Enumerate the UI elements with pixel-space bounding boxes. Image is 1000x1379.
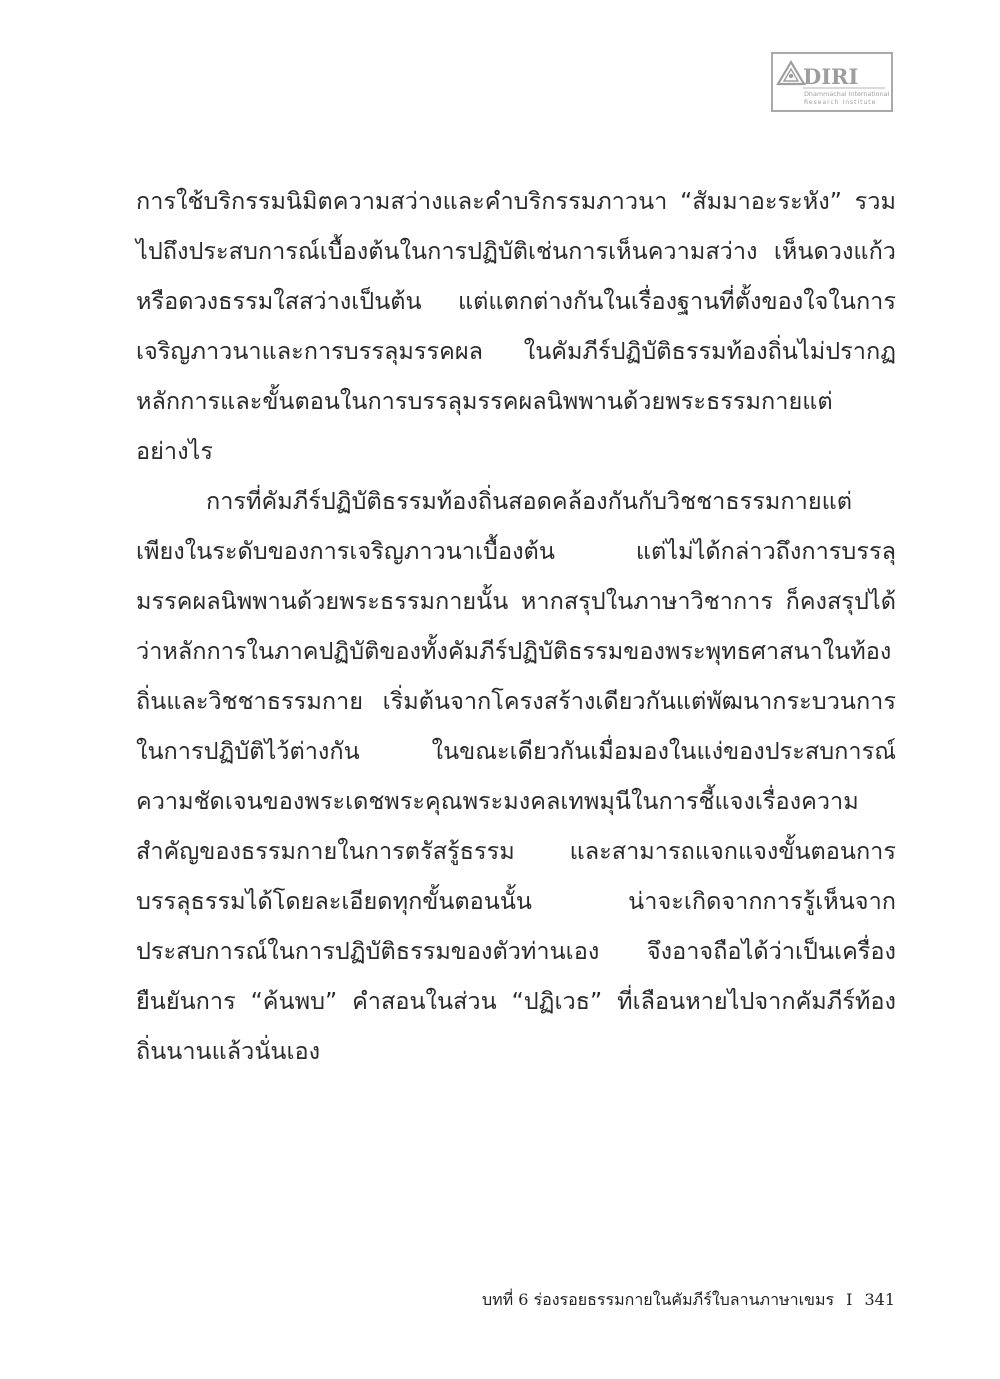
paragraph-1: การใช้บริกรรมนิมิตความสว่างและคำบริกรรมภาวนา “สัมมาอะระหัง” รวมไปถึงประสบการณ์เบื้องต้นในการปฏิบัติเช่นการเห็นความสว่าง เห็นดวงแก้วหรือดวงธรรมใสสว่างเป็นต้น แต่แตกต่างกันในเรื่องฐานที่ตั้งของใจในการเจริญภาวนาและการบรรลุมรรคผล ในคัมภีร์ปฏิบัติธรรมท้องถิ่นไม่ปรากฏหลักการและขั้นตอนในการบรรลุมรรคผลนิพพานด้วยพระธรรมกายแต่อย่างไร <box>136 187 896 465</box>
diri-logo-graphic <box>773 54 891 110</box>
triangle-emblem-icon <box>778 62 804 84</box>
logo-line-2: Research Institute <box>804 99 877 106</box>
paragraph-2: การที่คัมภีร์ปฏิบัติธรรมท้องถิ่นสอดคล้องกันกับวิชชาธรรมกายแต่เพียงในระดับของการเจริญภาวนาเบื้องต้น แต่ไม่ได้กล่าวถึงการบรรลุมรรคผลนิพพานด้วยพระธรรมกายนั้น หากสรุปในภาษาวิชาการ ก็คงสรุปได้ว่าหลักการในภาคปฏิบัติของทั้งคัมภีร์ปฏิบัติธรรมของพระพุทธศาสนาในท้องถิ่นและวิชชาธรรมกาย เริ่มต้นจากโครงสร้างเดียวกันแต่พัฒนากระบวนการในการปฏิบัติไว้ต่างกัน ในขณะเดียวกันเมื่อมองในแง่ของประสบการณ์ ความชัดเจนของพระเดชพระคุณพระมงคลเทพมุนีในการชี้แจงเรื่องความสำคัญของธรรมกายในการตรัสรู้ธรรม และสามารถแจกแจงขั้นตอนการบรรลุธรรมได้โดยละเอียดทุกขั้นตอนนั้น น่าจะเกิดจากการรู้เห็นจากประสบการณ์ในการปฏิบัติธรรมของตัวท่านเอง จึงอาจถือได้ว่าเป็นเครื่องยืนยันการ “ค้นพบ” คำสอนในส่วน “ปฏิเวธ” ที่เลือนหายไปจากคัมภีร์ท้องถิ่นนานแล้วนั่นเอง <box>136 487 896 1065</box>
logo-line-1: Dhammachai International <box>804 90 890 98</box>
page-footer <box>482 1288 895 1313</box>
diri-logo <box>771 52 893 112</box>
logo-wordmark: DIRI <box>803 64 859 89</box>
chapter-title: บทที่ 6 ร่องรอยธรรมกายในคัมภีร์ใบลานภาษาเขมร <box>481 1290 835 1309</box>
footer-separator: I <box>846 1290 853 1309</box>
page-number: 341 <box>864 1290 895 1309</box>
body-text <box>136 176 896 1076</box>
